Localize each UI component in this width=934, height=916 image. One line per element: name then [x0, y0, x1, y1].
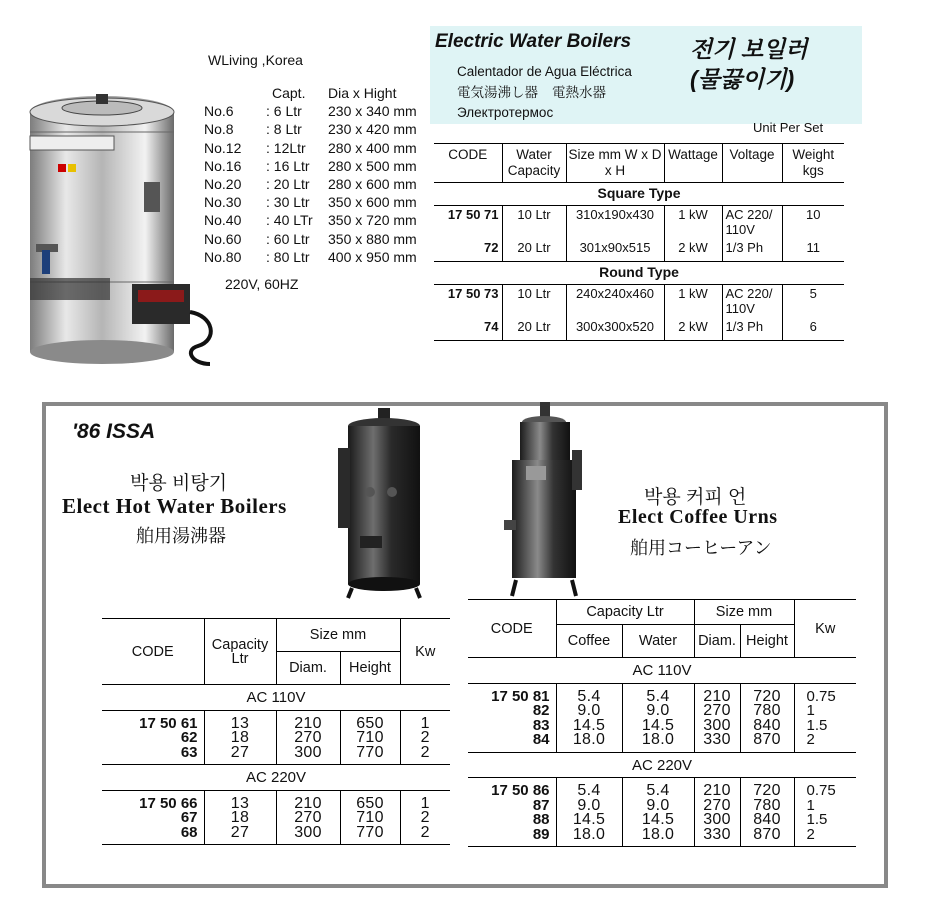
table-row: 17 50 71 10 Ltr 310x190x430 1 kW AC 220/ 110V 10: [434, 205, 844, 239]
table-row: 17 50 73 10 Ltr 240x240x460 1 kW AC 220/ 110V 5: [434, 284, 844, 318]
table-row: 72 20 Ltr 301x90x515 2 kW 1/3 Ph 11: [434, 239, 844, 262]
header-diam: Diam.: [276, 652, 340, 685]
voltage-row: [102, 685, 450, 711]
voltage-label: AC 220V: [468, 752, 856, 778]
section-title-korean: [690, 34, 807, 94]
header-model: [204, 84, 266, 102]
table-header-row: [468, 600, 856, 625]
capacity-row: No.6 : 6 Ltr 230 x 340 mm: [204, 103, 417, 120]
title-korean-line2: (물끓이기): [690, 66, 795, 92]
title-translations: [457, 62, 632, 124]
header-code: CODE: [468, 600, 556, 658]
coffee-urn-photo: [496, 400, 592, 600]
round-type-label: Round Type: [434, 262, 844, 285]
water-boiler-photo: [14, 72, 224, 372]
hot-water-boiler-table: [102, 618, 450, 845]
table-row: 17 50 86 87 88 89 5.4 9.0 14.5 18.0 5.4 9.0 14.5 18.0 210 270 300 330 720 780 840 870 0.75 1 1.5 2: [468, 778, 856, 847]
header-capacity: Capt.: [272, 85, 306, 101]
capacity-row: No.40 : 40 LTr 350 x 720 mm: [204, 212, 417, 229]
header-size: Size mm W x D x H: [566, 144, 664, 183]
header-diam: Diam.: [694, 625, 740, 658]
voltage-row: [102, 765, 450, 791]
voltage-label: AC 110V: [468, 658, 856, 684]
capacity-row: No.12 : 12Ltr 280 x 400 mm: [204, 139, 417, 156]
capacity-row: No.20 : 20 Ltr 280 x 600 mm: [204, 176, 417, 193]
header-voltage: Voltage: [722, 144, 782, 183]
square-type-label: Square Type: [434, 183, 844, 206]
header-dimensions: Dia x Hight: [328, 85, 397, 101]
coffee-urn-title: Elect Coffee Urns: [618, 506, 778, 528]
header-coffee: Coffee: [556, 625, 622, 658]
table-row: 74 20 Ltr 300x300x520 2 kW 1/3 Ph 6: [434, 318, 844, 341]
title-japanese: 電気湯沸し器 電熱水器: [457, 84, 606, 100]
voltage-label: AC 220V: [102, 765, 450, 791]
header-capacity: Capacity Ltr: [204, 619, 276, 685]
table-header-row: [102, 619, 450, 652]
header-code: CODE: [102, 619, 204, 685]
coffee-urn-title-korean: 박용 커피 언: [644, 487, 747, 508]
capacity-list: [204, 84, 448, 266]
hot-water-boiler-title: Elect Hot Water Boilers: [62, 494, 287, 518]
header-size: Size mm: [694, 600, 794, 625]
capacity-row: No.30 : 30 Ltr 350 x 600 mm: [204, 194, 417, 211]
voltage-row: [468, 658, 856, 684]
capacity-row: No.16 : 16 Ltr 280 x 500 mm: [204, 157, 417, 174]
coffee-urn-table: [468, 599, 856, 847]
title-spanish: Calentador de Agua Eléctrica: [457, 64, 632, 79]
header-height: Height: [340, 652, 400, 685]
hot-water-boiler-photo: [330, 408, 440, 600]
capacity-row: No.8 : 8 Ltr 230 x 420 mm: [204, 121, 417, 138]
power-spec: 220V, 60HZ: [225, 276, 299, 292]
type-row: [434, 183, 844, 206]
capacity-list-header: [204, 84, 448, 102]
header-kw: Kw: [400, 619, 450, 685]
header-wattage: Wattage: [664, 144, 722, 183]
unit-note: Unit Per Set: [753, 120, 824, 135]
brand-name: WLiving ,Korea: [208, 52, 303, 68]
header-kw: Kw: [794, 600, 856, 658]
header-code: CODE: [434, 144, 502, 183]
header-height: Height: [740, 625, 794, 658]
title-korean-line1: 전기 보일러: [690, 36, 808, 62]
header-capacity: Capacity Ltr: [556, 600, 694, 625]
capacity-row: No.60 : 60 Ltr 350 x 880 mm: [204, 230, 417, 247]
electric-water-boiler-table: [434, 143, 844, 341]
header-water: Water: [622, 625, 694, 658]
capacity-row: No.80 : 80 Ltr 400 x 950 mm: [204, 248, 417, 265]
header-size: Size mm: [276, 619, 400, 652]
type-row: [434, 262, 844, 285]
table-row: 17 50 81 82 83 84 5.4 9.0 14.5 18.0 5.4 9.0 14.5 18.0 210 270 300 330 720 780 840 870 0.75 1 1.5 2: [468, 683, 856, 752]
hot-water-boiler-title-korean: 박용 비탕기: [130, 473, 228, 494]
voltage-label: AC 110V: [102, 685, 450, 711]
section-title: Electric Water Boilers: [435, 31, 632, 52]
title-russian: Электротермос: [457, 105, 554, 120]
coffee-urn-title-japanese: 舶用コーヒーアン: [630, 538, 772, 558]
header-water-capacity: Water Capacity: [502, 144, 566, 183]
table-header-row: [434, 144, 844, 183]
issa-label: '86 ISSA: [72, 420, 156, 443]
header-weight: Weight kgs: [782, 144, 844, 183]
voltage-row: [468, 752, 856, 778]
table-row: 17 50 61 62 63 13 18 27 210 270 300 650 710 770 1 2 2: [102, 710, 450, 765]
table-row: 17 50 66 67 68 13 18 27 210 270 300 650 710 770 1 2 2: [102, 790, 450, 845]
hot-water-boiler-title-japanese: 舶用湯沸器: [136, 526, 226, 546]
